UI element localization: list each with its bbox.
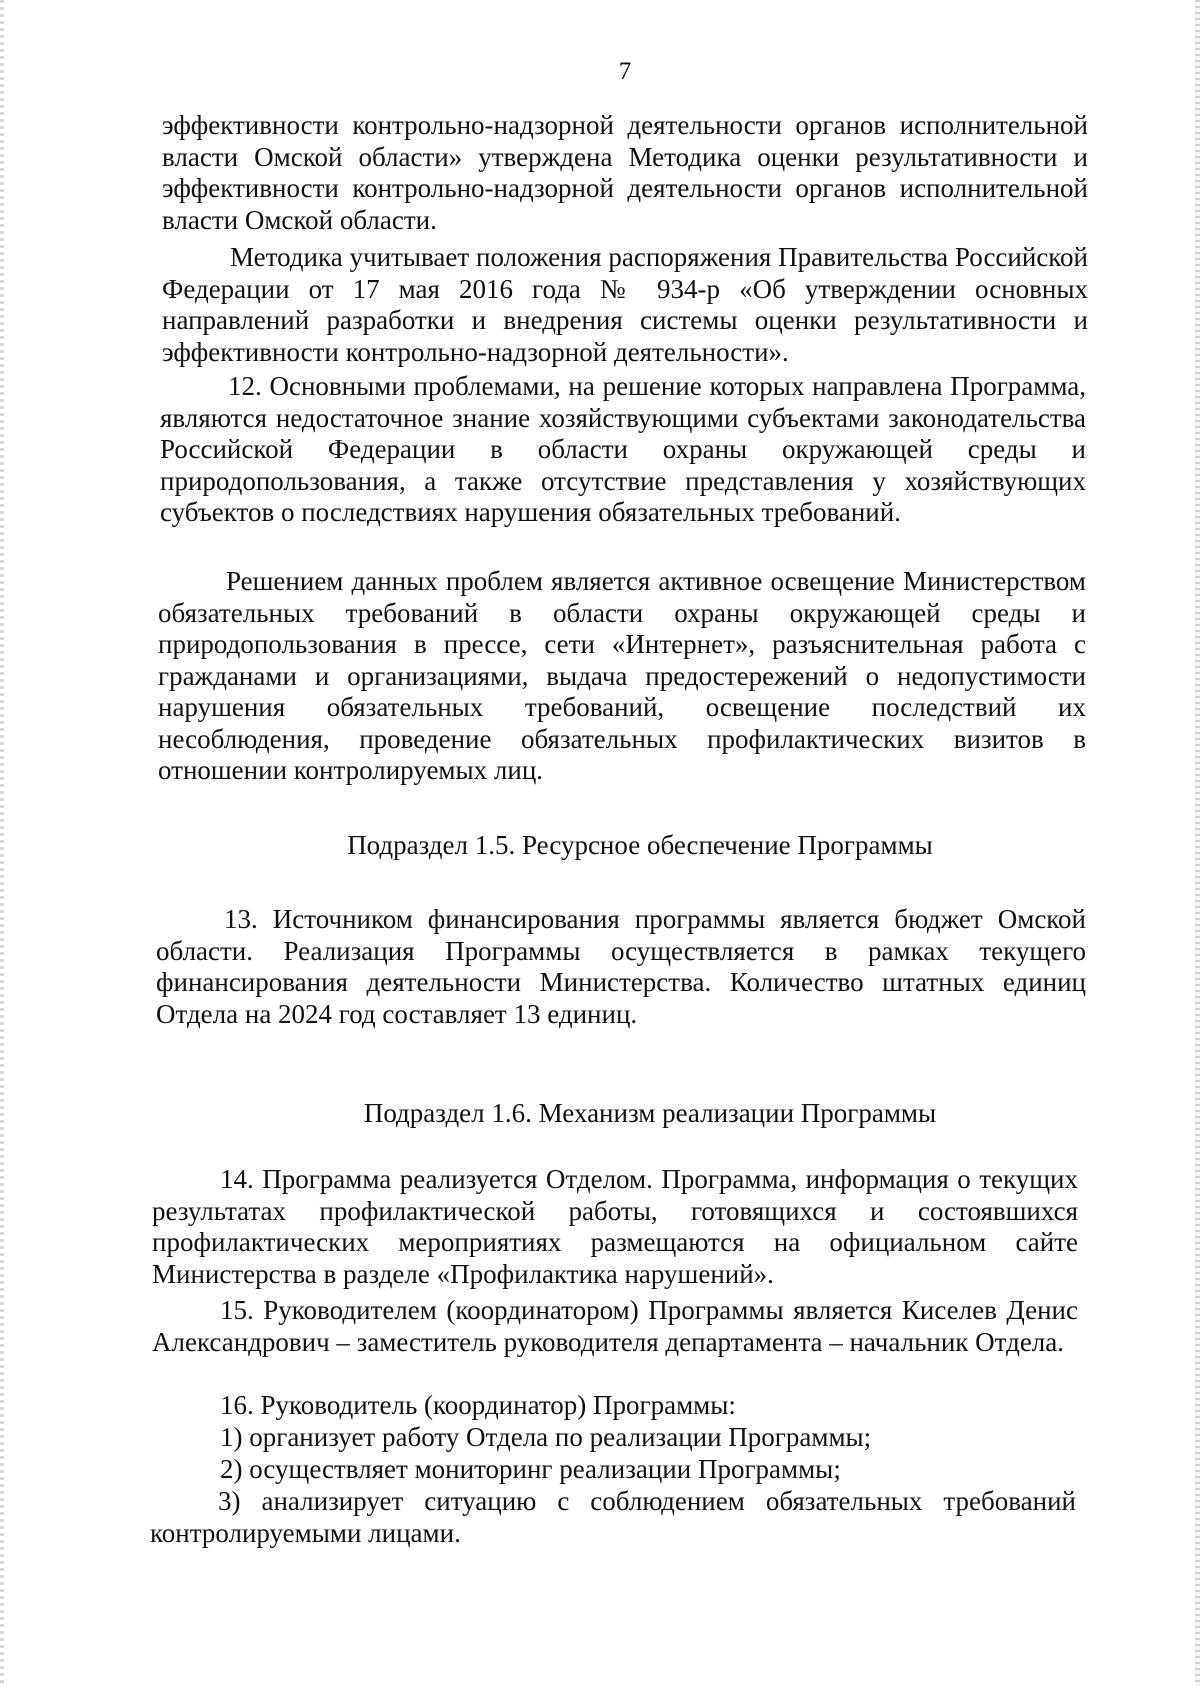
page-number: 7 [618,58,632,85]
scan-edge-right [1195,0,1200,1686]
paragraph-12-problems: 12. Основными проблемами, на решение которых направлена Программа, являются недостаточное знание хозяйствующими субъектами законодательства Российской Федерации в области охраны окружающей среды и природопользования, а также отсутствие представления у хозяйствующих субъектов о последствиях нарушения обязательных требований. [160,371,1086,527]
section-heading-1-5: Подраздел 1.5. Ресурсное обеспечение Программы [347,830,933,860]
paragraph-14-implementation: 14. Программа реализуется Отделом. Программа, информация о текущих результатах профилактической работы, готовящихся и состоявшихся профилактических мероприятиях размещаются на официальном сайте Министерства в разделе «Профилактика нарушений». [152,1164,1078,1289]
paragraph-methodology-basis: Методика учитывает положения распоряжения Правительства Российской Федерации от 17 мая 2016 года № 934-р «Об утверждении основных направлений разработки и внедрения системы оценки результативности и эффективности контрольно-надзорной деятельности». [162,242,1088,367]
paragraph-methodology-approval: эффективности контрольно-надзорной деятельности органов исполнительной власти Омской области» утверждена Методика оценки результативности и эффективности контрольно-надзорной деятельности органов исполнительной власти Омской области. [162,110,1088,235]
paragraph-13-financing: 13. Источником финансирования программы является бюджет Омской области. Реализация Программы осуществляется в рамках текущего финансирования деятельности Министерства. Количество штатных единиц Отдела на 2024 год составляет 13 единиц. [156,904,1086,1029]
paragraph-15-coordinator: 15. Руководителем (координатором) Программы является Киселев Денис Александрович – заместитель руководителя департамента – начальник Отдела. [152,1295,1078,1357]
list-item-1: 1) организует работу Отдела по реализации Программы; [220,1422,872,1452]
scan-edge-left [0,0,4,1686]
list-item-2: 2) осуществляет мониторинг реализации Программы; [220,1454,841,1484]
section-heading-1-6: Подраздел 1.6. Механизм реализации Программы [363,1098,937,1128]
list-item-3: 3) анализирует ситуацию с соблюдением обязательных требований контролируемыми лицами. [150,1486,1076,1548]
paragraph-solutions: Решением данных проблем является активное освещение Министерством обязательных требований в области охраны окружающей среды и природопользования в прессе, сети «Интернет», разъяснительная работа с гражданами и организациями, выдача предостережений о недопустимости нарушения обязательных требований, освещение последствий их несоблюдения, проведение обязательных профилактических визитов в отношении контролируемых лиц. [158,566,1086,785]
paragraph-16-duties-intro: 16. Руководитель (координатор) Программы: [220,1390,736,1420]
